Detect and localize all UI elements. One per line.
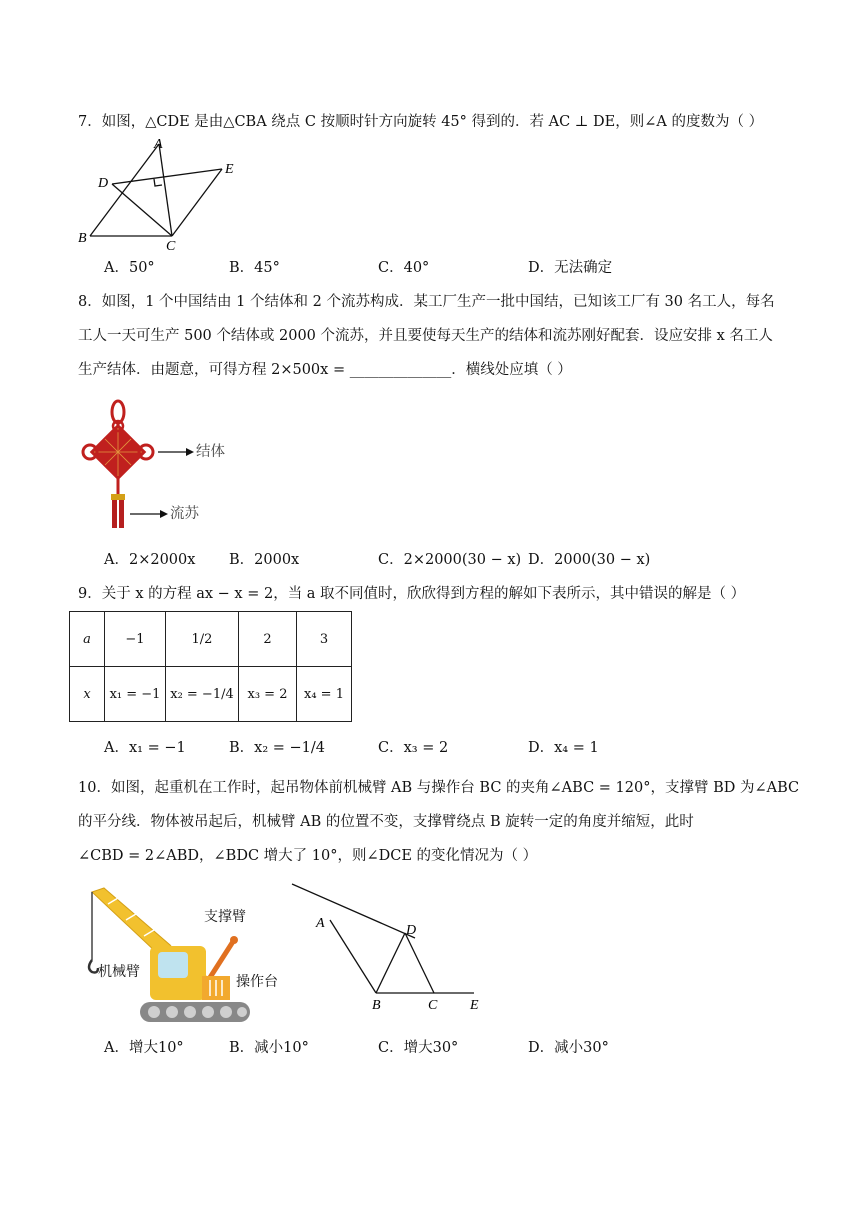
table-cell: 2	[239, 612, 297, 667]
q10-label-a: A	[316, 916, 325, 931]
table-cell: 1/2	[166, 612, 239, 667]
table-row	[70, 667, 352, 722]
table-cell: x₃ = 2	[239, 667, 297, 722]
q10-stem-line1: 10．如图，起重机在工作时，起吊物体前机械臂 AB 与操作台 BC 的夹角∠ABC = 120°，支撑臂 BD 为∠ABC	[78, 780, 800, 796]
platform-label: 操作台	[236, 974, 278, 990]
q8-stem-line2: 工人一天可生产 500 个结体或 2000 个流苏，并且要使每天生产的结体和流苏刚好配套．设应安排 x 名工人	[78, 328, 773, 344]
q7-label-d: D	[98, 176, 109, 191]
table-cell: x₂ = −1/4	[166, 667, 239, 722]
q8-option-b: B．2000x	[229, 552, 300, 568]
q10-option-d: D．减小30°	[528, 1040, 609, 1056]
table-cell: x₄ = 1	[297, 667, 352, 722]
q7-option-b: B．45°	[229, 260, 280, 276]
q7-option-c: C．40°	[378, 260, 430, 276]
support-arm-label: 支撑臂	[204, 909, 246, 925]
q8-stem-line3: 生产结体．由题意，可得方程 2×500x = ______________．横线处应填（ ）	[78, 362, 572, 378]
q8-option-c: C．2×2000(30 − x)	[378, 552, 522, 568]
q7-label-b: B	[78, 231, 87, 246]
q7-option-a: A．50°	[104, 260, 155, 276]
q10-option-c: C．增大30°	[378, 1040, 459, 1056]
q7-figure	[70, 132, 270, 252]
table-cell: a	[70, 612, 105, 667]
mech-arm-label: 机械臂	[98, 964, 140, 980]
table-cell: x	[70, 667, 105, 722]
q10-label-d: D	[406, 923, 417, 938]
q8-option-d: D．2000(30 − x)	[528, 552, 651, 568]
q7-label-e: E	[225, 162, 234, 177]
q10-label-e: E	[470, 998, 479, 1013]
q10-label-c: C	[428, 998, 438, 1013]
q10-geometry-figure	[290, 880, 500, 1015]
q9-option-a: A．x₁ = −1	[104, 740, 186, 756]
q9-option-c: C．x₃ = 2	[378, 740, 449, 756]
crane-illustration	[78, 880, 298, 1025]
table-row	[70, 612, 352, 667]
q9-option-d: D．x₄ = 1	[528, 740, 599, 756]
q9-stem: 9．关于 x 的方程 ax − x = 2，当 a 取不同值时，欣欣得到方程的解如下表所示，其中错误的解是（ ）	[78, 586, 746, 602]
table-cell: x₁ = −1	[105, 667, 166, 722]
q10-stem-line2: 的平分线．物体被吊起后，机械臂 AB 的位置不变，支撑臂绕点 B 旋转一定的角度并缩短，此时	[78, 814, 694, 830]
q8-option-a: A．2×2000x	[104, 552, 196, 568]
tassel-label: 流苏	[170, 506, 199, 522]
table-cell: 3	[297, 612, 352, 667]
q9-option-b: B．x₂ = −1/4	[229, 740, 325, 756]
table-cell: −1	[105, 612, 166, 667]
q10-option-a: A．增大10°	[104, 1040, 184, 1056]
q8-stem-line1: 8．如图，1 个中国结由 1 个结体和 2 个流苏构成．某工厂生产一批中国结，已知该工厂有 30 名工人，每名	[78, 294, 775, 310]
chinese-knot-figure	[78, 398, 238, 538]
q10-stem-line3: ∠CBD = 2∠ABD，∠BDC 增大了 10°，则∠DCE 的变化情况为（ ）	[78, 848, 538, 864]
knot-label: 结体	[196, 444, 225, 460]
q9-solution-table	[69, 611, 352, 722]
q7-stem: 7．如图，△CDE 是由△CBA 绕点 C 按顺时针方向旋转 45° 得到的．若 AC ⊥ DE，则∠A 的度数为（ ）	[78, 114, 764, 130]
q10-label-b: B	[372, 998, 381, 1013]
q10-option-b: B．减小10°	[229, 1040, 309, 1056]
q7-option-d: D．无法确定	[528, 260, 613, 276]
q7-label-a: A	[154, 137, 163, 152]
q7-label-c: C	[166, 239, 176, 254]
